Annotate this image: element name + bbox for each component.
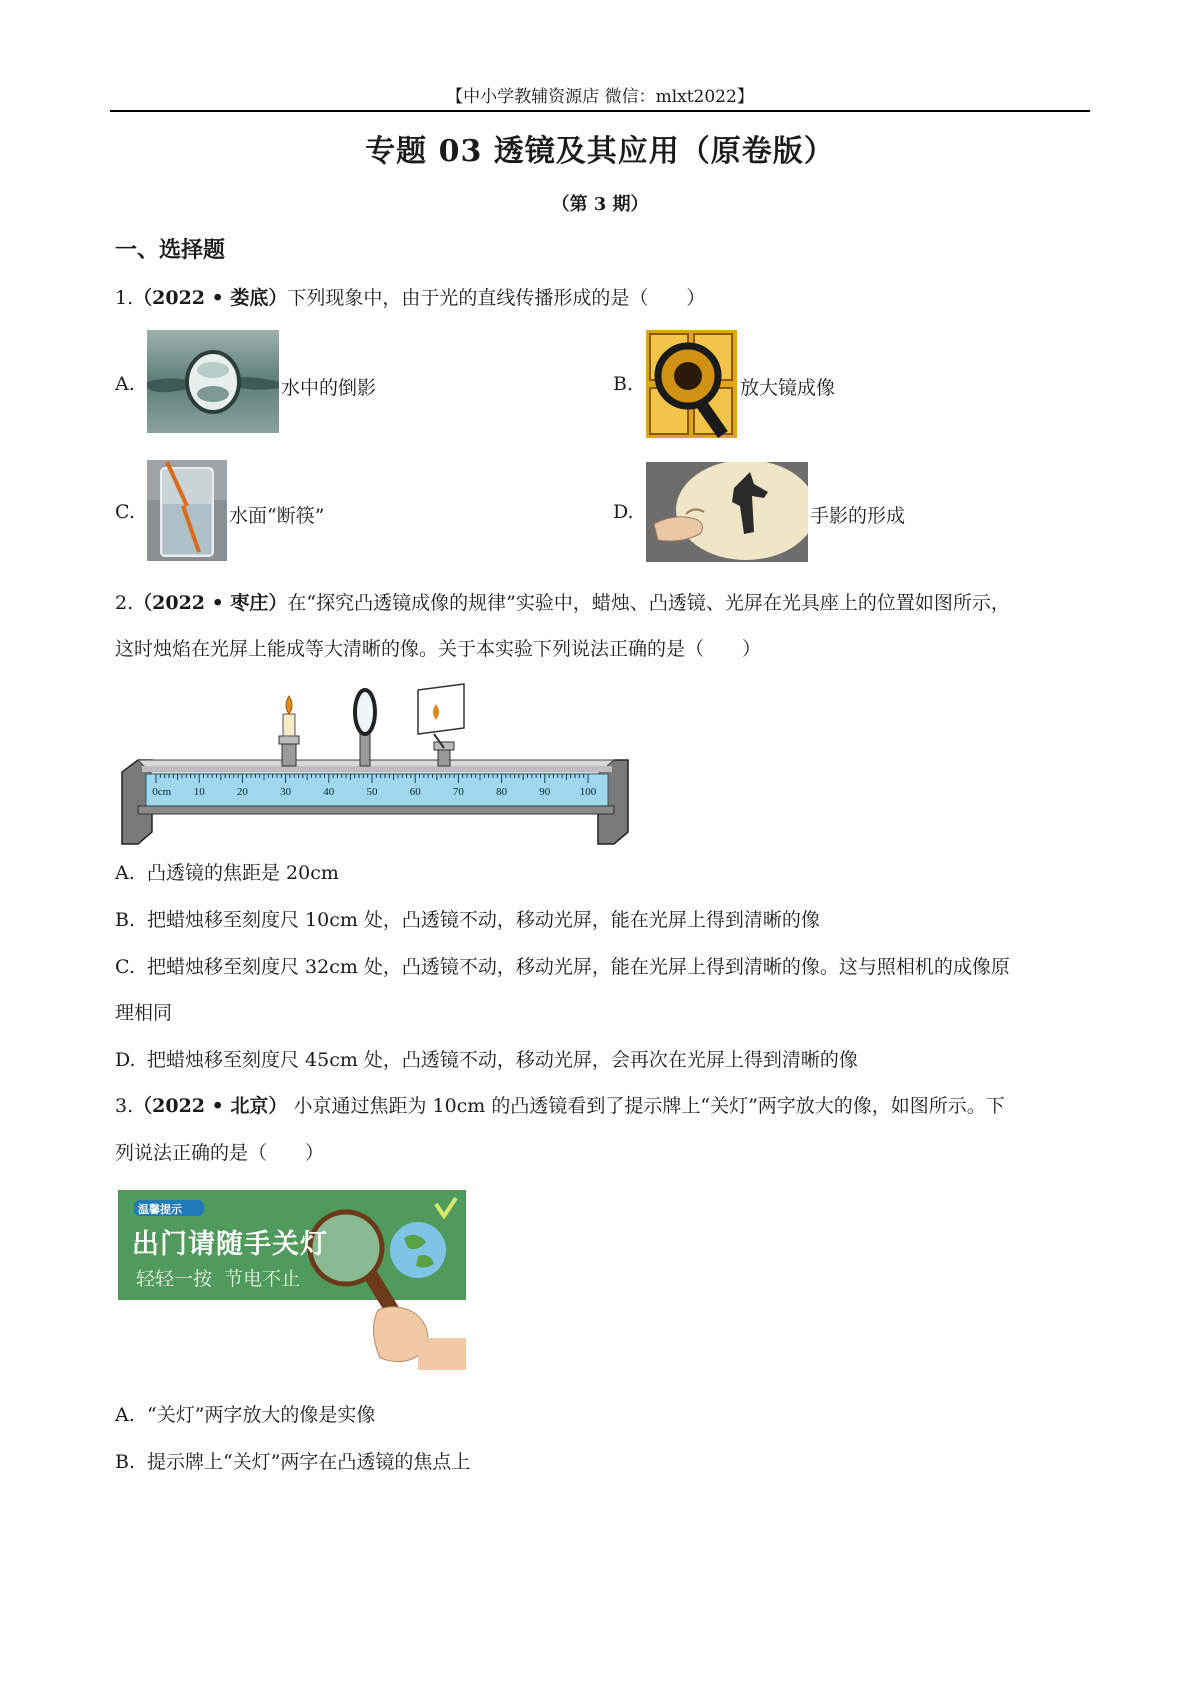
question-3-stem-line1 (115, 1091, 1005, 1118)
ruler-label: 30 (280, 786, 292, 798)
question-2-option-d (115, 1045, 858, 1072)
option-text: 把蜡烛移至刻度尺 32cm 处，凸透镜不动，移动光屏，能在光屏上得到清晰的像。这与照相机的成像原 (147, 956, 1010, 978)
question-source: （2022 • 北京） (133, 1095, 288, 1117)
option-letter: D. (613, 501, 634, 523)
question-number: 1. (115, 287, 134, 309)
question-2-option-c (115, 952, 1010, 979)
question-1-stem (115, 283, 705, 310)
option-text: 水面“断筷” (229, 505, 325, 527)
question-2-stem-line1 (115, 588, 1010, 615)
ruler-label: 50 (366, 786, 378, 798)
ruler-label: 90 (539, 786, 551, 798)
question-2-option-b (115, 905, 820, 932)
option-text: 手影的形成 (810, 505, 906, 527)
option-text: 提示牌上“关灯”两字在凸透镜的焦点上 (147, 1451, 471, 1473)
option-letter: B. (115, 1451, 136, 1473)
option-text: 放大镜成像 (740, 377, 836, 399)
light-off-sign-image (118, 1190, 466, 1370)
ruler-label: 100 (579, 786, 597, 798)
option-letter: A. (115, 862, 135, 884)
ruler-label: 10 (193, 786, 205, 798)
question-number: 2. (115, 592, 134, 614)
question-3-stem-line2: 列说法正确的是（ ） (115, 1142, 325, 1164)
question-number: 3. (115, 1095, 134, 1117)
option-letter: D. (115, 1049, 136, 1071)
question-source: （2022 • 娄底） (133, 287, 288, 309)
ruler-label: 40 (323, 786, 335, 798)
question-text: 下列现象中，由于光的直线传播形成的是（ ） (287, 287, 706, 309)
water-reflection-image (147, 330, 279, 433)
page-header: 【中小学教辅资源店 微信：mlxt2022】 (446, 87, 754, 107)
ruler-label: 80 (496, 786, 508, 798)
question-source: （2022 • 枣庄） (133, 592, 288, 614)
hand-shadow-image (646, 462, 808, 562)
page-title: 专题 03 透镜及其应用（原卷版） (365, 134, 835, 169)
question-2-option-a (115, 858, 339, 885)
option-text: 把蜡烛移至刻度尺 45cm 处，凸透镜不动，移动光屏，会再次在光屏上得到清晰的像 (147, 1049, 858, 1071)
sign-tag: 温馨提示 (138, 1203, 182, 1216)
chopstick-in-water-image (147, 460, 227, 561)
ruler-label: 70 (452, 786, 464, 798)
option-text: “关灯”两字放大的像是实像 (147, 1404, 376, 1426)
ruler-label: 20 (236, 786, 248, 798)
ruler-labels (118, 682, 632, 847)
question-text: 小京通过焦距为 10cm 的凸透镜看到了提示牌上“关灯”两字放大的像，如图所示。下 (287, 1095, 1005, 1117)
sign-main-text: 出门请随手关灯 (132, 1229, 328, 1260)
sign-sub-text: 轻轻一按 节电不止 (136, 1268, 301, 1290)
magnifier-stamp-image (646, 330, 737, 438)
question-3-option-a (115, 1400, 375, 1427)
option-letter: B. (613, 373, 634, 395)
ruler-label: 0cm (152, 786, 172, 798)
option-letter: C. (115, 501, 135, 523)
question-2-option-c-continued: 理相同 (115, 1002, 173, 1024)
option-letter: B. (115, 909, 136, 931)
option-letter: A. (115, 373, 135, 395)
section-heading: 一、选择题 (115, 237, 226, 263)
question-text: 在“探究凸透镜成像的规律”实验中，蜡烛、凸透镜、光屏在光具座上的位置如图所示， (287, 592, 1010, 614)
issue-number: （第 3 期） (551, 194, 649, 215)
option-text: 凸透镜的焦距是 20cm (147, 862, 339, 884)
header-divider (110, 110, 1090, 112)
question-3-option-b (115, 1447, 470, 1474)
question-2-stem-line2: 这时烛焰在光屏上能成等大清晰的像。关于本实验下列说法正确的是（ ） (115, 638, 762, 660)
option-letter: A. (115, 1404, 135, 1426)
option-text: 水中的倒影 (281, 377, 377, 399)
option-letter: C. (115, 956, 135, 978)
option-text: 把蜡烛移至刻度尺 10cm 处，凸透镜不动，移动光屏，能在光屏上得到清晰的像 (147, 909, 820, 931)
optical-bench-diagram (118, 682, 632, 847)
ruler-label: 60 (409, 786, 421, 798)
